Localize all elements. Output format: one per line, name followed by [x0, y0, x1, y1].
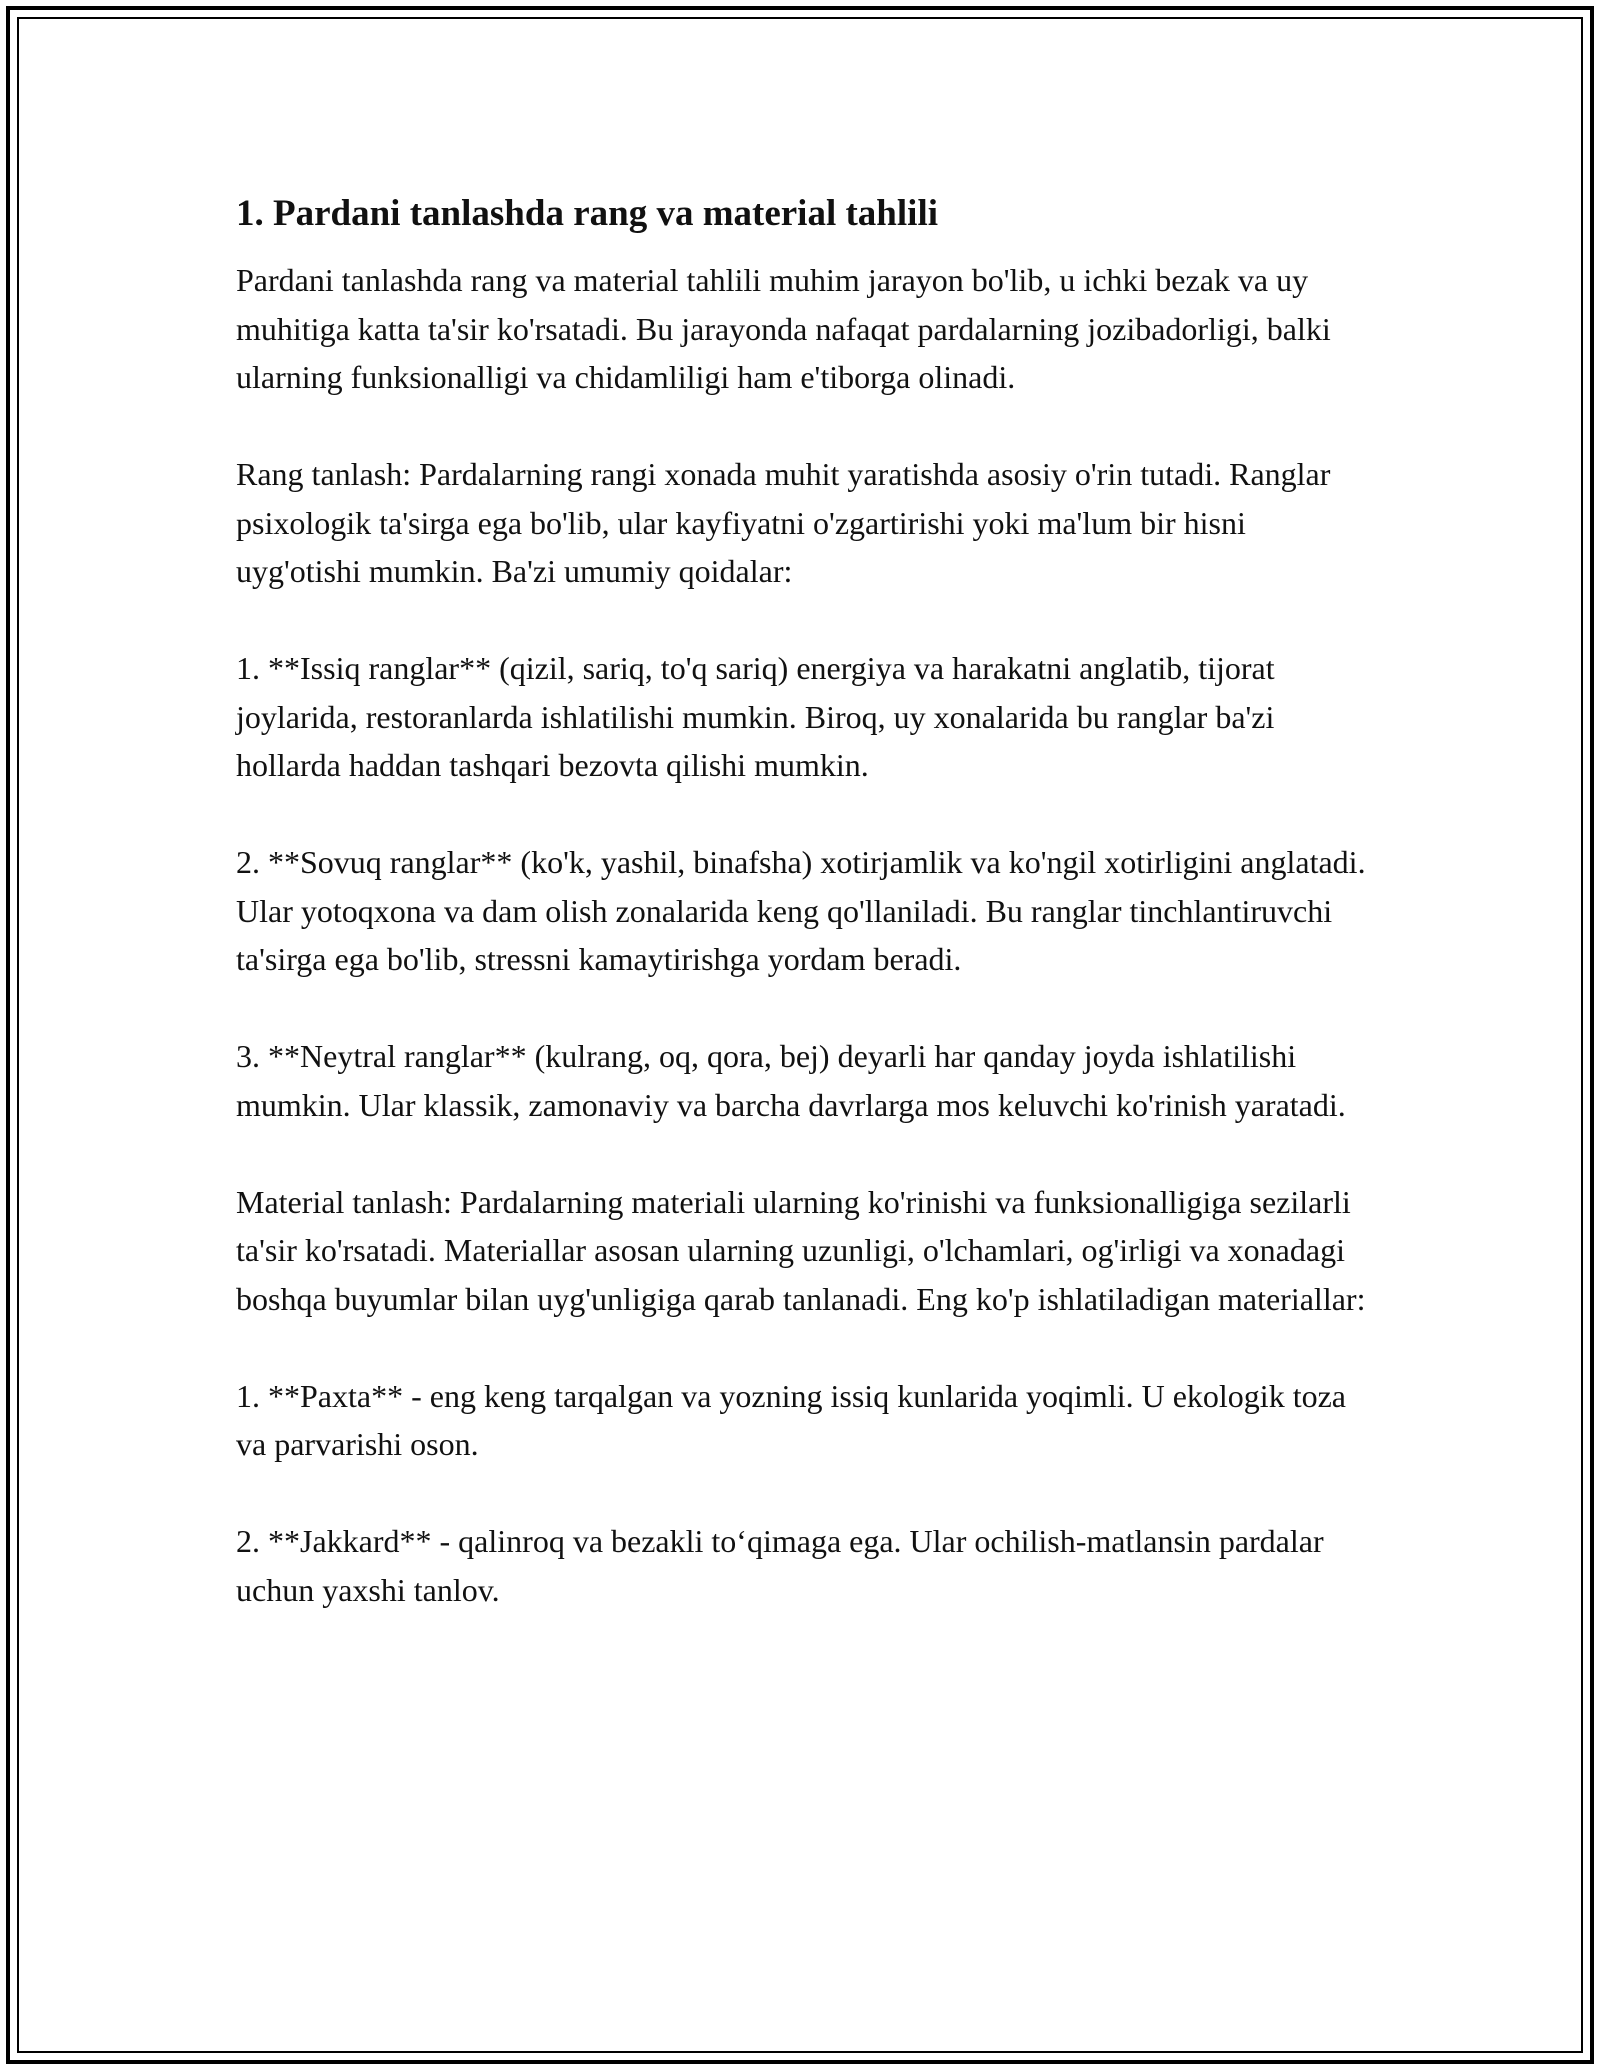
list-item-warm-colors: 1. **Issiq ranglar** (qizil, sariq, to'q sariq) energiya va harakatni anglatib, tijorat joylarida, restoranlarda ishlatilishi mumkin. Biroq, uy xonalarida bu ranglar ba'zi hollarda haddan tashqari bezovta qilishi mumkin.: [236, 650, 1275, 783]
paragraph-color-selection: Rang tanlash: Pardalarning rangi xonada muhit yaratishda asosiy o'rin tutadi. Ranglar psixologik ta'sirga ega bo'lib, ular kayfiyatni o'zgartirishi yoki ma'lum bir hisni uyg'otishi mumkin. Ba'zi umumiy qoidalar:: [236, 456, 1331, 589]
section-heading: 1. Pardani tanlashda rang va material tahlili: [236, 193, 939, 234]
document-body: [236, 186, 1376, 1663]
paragraph-material-selection: Material tanlash: Pardalarning materiali ularning ko'rinishi va funksionalligiga sezilarli ta'sir ko'rsatadi. Materiallar asosan ularning uzunligi, o'lchamlari, og'irligi va xonadagi boshqa buyumlar bilan uyg'unligiga qarab tanlanadi. Eng ko'p ishlatiladigan materiallar:: [236, 1183, 1366, 1317]
list-item-cool-colors: 2. **Sovuq ranglar** (ko'k, yashil, binafsha) xotirjamlik va ko'ngil xotirligini anglatadi. Ular yotoqxona va dam olish zonalarida keng qo'llaniladi. Bu ranglar tinchlantiruvchi ta'sirga ega bo'lib, stressni kamaytirishga yordam beradi.: [236, 844, 1366, 977]
paragraph-intro: Pardani tanlashda rang va material tahlili muhim jarayon bo'lib, u ichki bezak va uy muhitiga katta ta'sir ko'rsatadi. Bu jarayonda nafaqat pardalarning jozibadorligi, balki ularning funksionalligi va chidamliligi ham e'tiborga olinadi.: [236, 262, 1331, 395]
list-item-cotton: 1. **Paxta** - eng keng tarqalgan va yozning issiq kunlarida yoqimli. U ekologik toza va parvarishi oson.: [236, 1377, 1346, 1462]
list-item-jacquard: 2. **Jakkard** - qalinroq va bezakli to‘qimaga ega. Ular ochilish-matlansin pardalar uchun yaxshi tanlov.: [236, 1523, 1324, 1608]
list-item-neutral-colors: 3. **Neytral ranglar** (kulrang, oq, qora, bej) deyarli har qanday joyda ishlatilishi mumkin. Ular klassik, zamonaviy va barcha davrlarga mos keluvchi ko'rinish yaratadi.: [236, 1038, 1346, 1123]
